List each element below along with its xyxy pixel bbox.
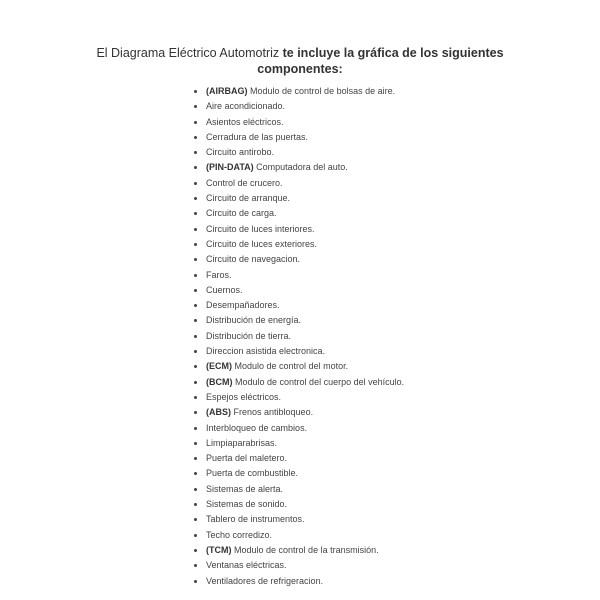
bullet-icon: [194, 534, 197, 537]
component-text: Faros.: [206, 269, 232, 280]
bullet-icon: [194, 319, 197, 322]
list-item: [193, 375, 404, 390]
component-text: Frenos antibloqueo.: [233, 407, 314, 418]
bullet-icon: [194, 365, 197, 368]
list-item: [193, 191, 404, 206]
bullet-icon: [194, 457, 197, 460]
list-item: [193, 313, 404, 328]
list-item: [193, 283, 404, 298]
bullet-icon: [194, 335, 197, 338]
bullet-icon: [194, 411, 197, 414]
component-text: Aire acondicionado.: [206, 101, 286, 112]
list-item: [193, 115, 404, 130]
bullet-icon: [194, 549, 197, 552]
bullet-icon: [194, 472, 197, 475]
list-item: [193, 268, 404, 283]
component-code: (TCM): [206, 544, 232, 555]
component-text: Sistemas de alerta.: [206, 483, 284, 494]
component-code: (AIRBAG): [206, 86, 248, 96]
bullet-icon: [194, 427, 197, 430]
bullet-icon: [194, 197, 197, 200]
component-text: Desempañadores.: [206, 300, 280, 311]
bullet-icon: [194, 243, 197, 246]
list-item: [193, 176, 404, 191]
bullet-icon: [194, 350, 197, 353]
component-text: Modulo de control del cuerpo del vehículo.: [235, 376, 405, 387]
bullet-icon: [194, 518, 197, 521]
list-item: [193, 436, 404, 451]
list-item: [193, 206, 404, 221]
list-item: [193, 390, 404, 405]
title-line-1: [0, 45, 600, 61]
component-text: Control de crucero.: [206, 177, 283, 188]
bullet-icon: [194, 105, 197, 108]
list-item: [193, 405, 404, 420]
component-text: Interbloqueo de cambios.: [206, 422, 308, 433]
list-item: [193, 329, 404, 344]
component-code: (ABS): [206, 407, 231, 418]
component-text: Computadora del auto.: [256, 162, 348, 173]
list-item: [193, 359, 404, 374]
bullet-icon: [194, 166, 197, 169]
list-item: [193, 252, 404, 267]
bullet-icon: [194, 381, 197, 384]
bullet-icon: [194, 488, 197, 491]
list-item: [193, 160, 404, 175]
bullet-icon: [194, 136, 197, 139]
list-item: [193, 84, 404, 99]
list-item: [193, 482, 404, 497]
list-item: [193, 237, 404, 252]
component-text: Circuito de arranque.: [206, 193, 291, 204]
bullet-icon: [194, 396, 197, 399]
component-code: (BCM): [206, 376, 233, 387]
component-text: Techo corredizo.: [206, 529, 273, 540]
component-text: Distribución de energía.: [206, 315, 302, 326]
list-item: [193, 512, 404, 527]
bullet-icon: [194, 90, 197, 93]
component-text: Circuito de luces exteriores.: [206, 238, 318, 249]
list-item: [193, 497, 404, 512]
component-code: (ECM): [206, 361, 232, 372]
bullet-icon: [194, 182, 197, 185]
component-text: Cuernos.: [206, 284, 243, 295]
component-text: Tablero de instrumentos.: [206, 514, 305, 525]
title-regular-text: El Diagrama Eléctrico Automotriz: [96, 46, 280, 60]
component-code: (PIN-DATA): [206, 162, 254, 173]
component-text: Asientos eléctricos.: [206, 116, 284, 127]
bullet-icon: [194, 212, 197, 215]
component-text: Modulo de control de bolsas de aire.: [250, 86, 396, 96]
component-text: Distribución de tierra.: [206, 330, 292, 341]
bullet-icon: [194, 503, 197, 506]
list-item: [193, 298, 404, 313]
list-item: [193, 421, 404, 436]
bullet-icon: [194, 304, 197, 307]
bullet-icon: [194, 258, 197, 261]
title-bold-text: te incluye la gráfica de los siguientes: [282, 46, 504, 60]
component-text: Puerta de combustible.: [206, 468, 299, 479]
component-text: Circuito de carga.: [206, 208, 277, 219]
component-text: Modulo de control del motor.: [234, 361, 349, 372]
list-item: [193, 145, 404, 160]
bullet-icon: [194, 442, 197, 445]
list-item: [193, 344, 404, 359]
list-item: [193, 558, 404, 573]
page-title: [0, 45, 600, 77]
list-item: [193, 451, 404, 466]
component-text: Modulo de control de la transmisión.: [234, 544, 379, 555]
list-item: [193, 222, 404, 237]
title-line-2: componentes:: [257, 62, 343, 76]
bullet-icon: [194, 121, 197, 124]
component-text: Ventiladores de refrigeracion.: [206, 575, 324, 586]
component-text: Puerta del maletero.: [206, 453, 288, 464]
component-text: Circuito de luces interiores.: [206, 223, 315, 234]
component-text: Cerradura de las puertas.: [206, 131, 309, 142]
component-text: Circuito antirobo.: [206, 147, 275, 158]
bullet-icon: [194, 564, 197, 567]
component-text: Sistemas de sonido.: [206, 499, 288, 510]
bullet-icon: [194, 151, 197, 154]
component-list: [193, 84, 404, 589]
bullet-icon: [194, 289, 197, 292]
list-item: [193, 466, 404, 481]
bullet-icon: [194, 274, 197, 277]
component-text: Ventanas eléctricas.: [206, 560, 287, 571]
list-item: [193, 130, 404, 145]
list-item: [193, 574, 404, 589]
bullet-icon: [194, 580, 197, 583]
component-text: Circuito de navegacion.: [206, 254, 301, 265]
component-text: Limpiaparabrisas.: [206, 437, 278, 448]
list-item: [193, 528, 404, 543]
bullet-icon: [194, 228, 197, 231]
list-item: [193, 543, 404, 558]
component-text: Direccion asistida electronica.: [206, 346, 326, 357]
component-text: Espejos eléctricos.: [206, 391, 282, 402]
list-item: [193, 99, 404, 114]
